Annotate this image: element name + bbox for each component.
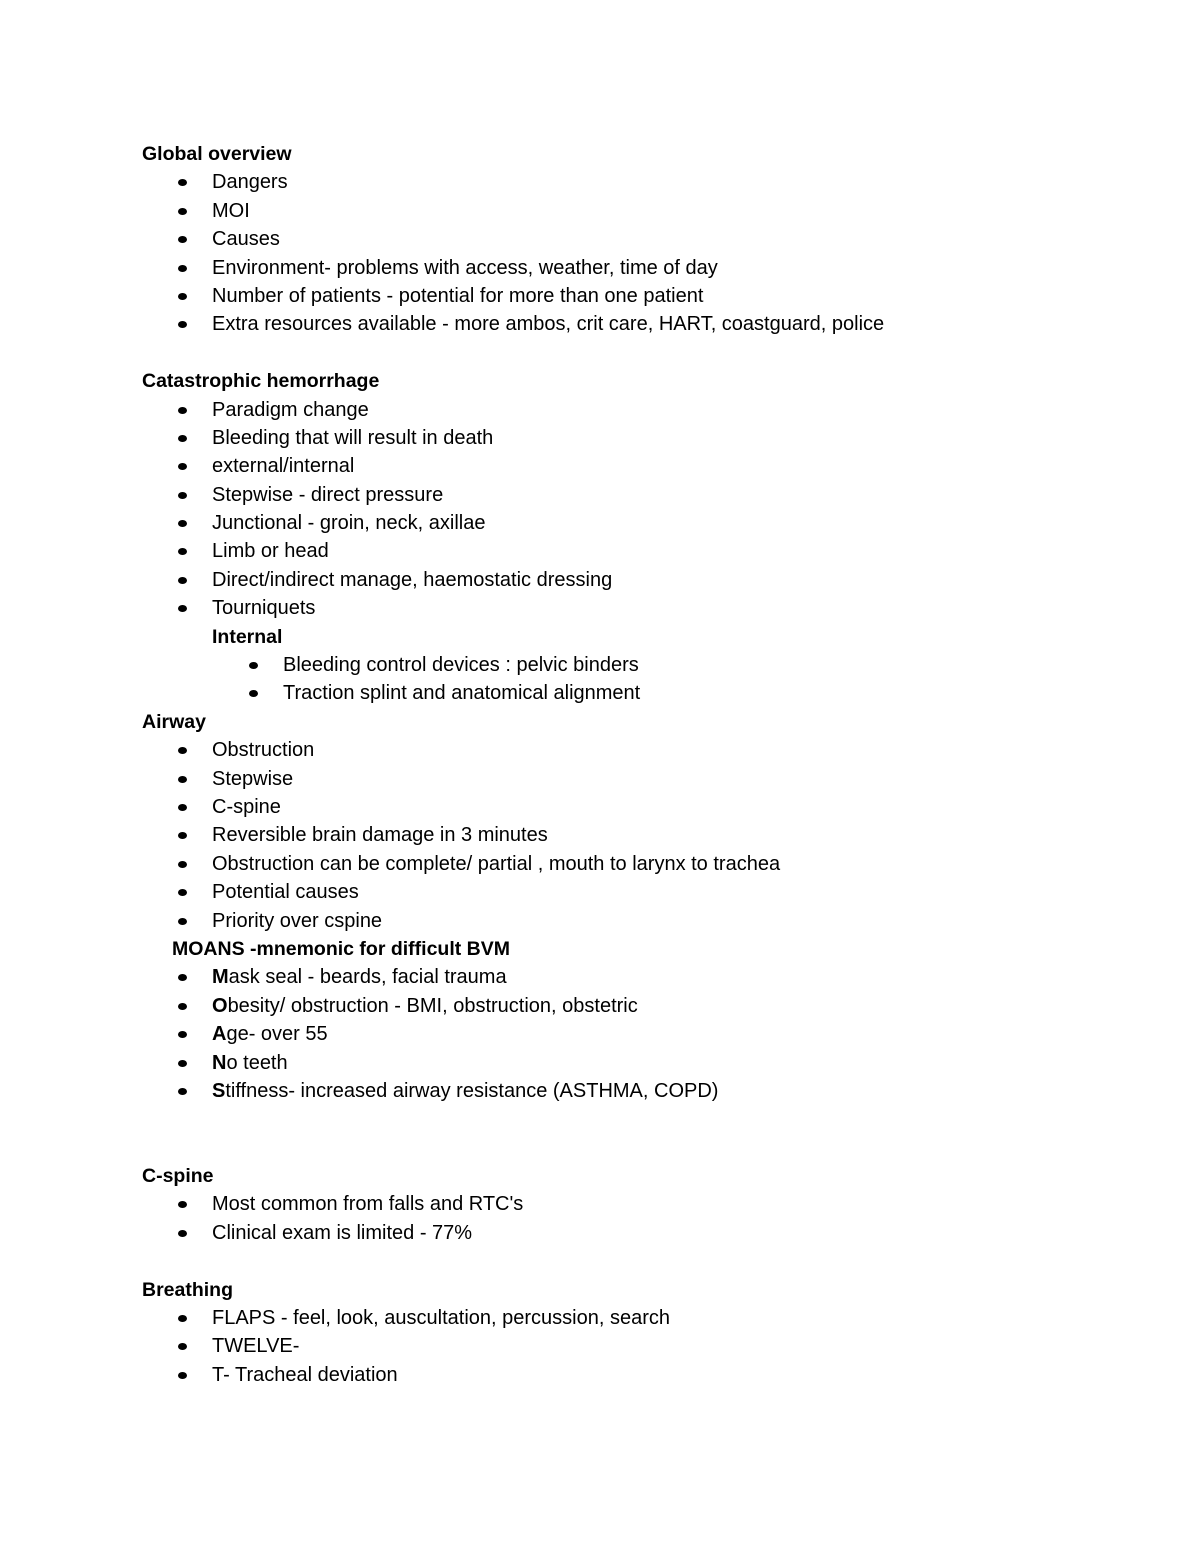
bullet-icon — [178, 1088, 187, 1095]
bullet-icon — [178, 407, 187, 414]
list-item: MOI — [0, 197, 1200, 225]
list-item: Stepwise — [0, 765, 1200, 793]
list-item: Dangers — [0, 168, 1200, 196]
list-item: Potential causes — [0, 878, 1200, 906]
list-item: Obesity/ obstruction - BMI, obstruction, obstetric — [0, 992, 1200, 1020]
list-item: Obstruction — [0, 736, 1200, 764]
blank-line — [0, 1247, 1200, 1275]
section-heading-catastrophic-hemorrhage: Catastrophic hemorrhage — [142, 370, 380, 393]
list-item: Mask seal - beards, facial trauma — [0, 963, 1200, 991]
list-item: Junctional - groin, neck, axillae — [0, 509, 1200, 537]
subheading-internal: Internal — [212, 625, 283, 648]
list-item: Bleeding that will result in death — [0, 424, 1200, 452]
list-item: C-spine — [0, 793, 1200, 821]
bullet-icon — [178, 236, 187, 243]
list-item: Traction splint and anatomical alignment — [0, 679, 1200, 707]
bullet-icon — [178, 321, 187, 328]
section-heading-airway: Airway — [142, 710, 206, 733]
list-item: TWELVE- — [0, 1332, 1200, 1360]
list-item: Environment- problems with access, weather, time of day — [0, 254, 1200, 282]
bullet-icon — [178, 548, 187, 555]
bullet-icon — [178, 747, 187, 754]
bullet-icon — [178, 1031, 187, 1038]
bullet-icon — [178, 974, 187, 981]
list-item: Direct/indirect manage, haemostatic dressing — [0, 566, 1200, 594]
section-heading-global-overview: Global overview — [142, 143, 292, 165]
bullet-icon — [249, 662, 258, 669]
bullet-icon — [178, 918, 187, 925]
list-item: Stepwise - direct pressure — [0, 481, 1200, 509]
bullet-icon — [178, 1201, 187, 1208]
bullet-icon — [178, 861, 187, 868]
list-item: Priority over cspine — [0, 907, 1200, 935]
bullet-icon — [178, 435, 187, 442]
section-heading-c-spine: C-spine — [142, 1165, 214, 1188]
list-item: Reversible brain damage in 3 minutes — [0, 821, 1200, 849]
bullet-icon — [178, 265, 187, 272]
section-heading-breathing: Breathing — [142, 1278, 234, 1301]
bullet-icon — [178, 1372, 187, 1379]
list-item: Bleeding control devices : pelvic binders — [0, 651, 1200, 679]
bullet-icon — [178, 1315, 187, 1322]
bullet-icon — [178, 605, 187, 612]
list-item: Tourniquets — [0, 594, 1200, 622]
list-item: FLAPS - feel, look, auscultation, percussion, search — [0, 1304, 1200, 1332]
bullet-icon — [178, 1230, 187, 1237]
bullet-icon — [178, 179, 187, 186]
list-item: Limb or head — [0, 537, 1200, 565]
bullet-icon — [178, 492, 187, 499]
list-item: Number of patients - potential for more than one patient — [0, 282, 1200, 310]
bullet-icon — [178, 520, 187, 527]
list-item: No teeth — [0, 1049, 1200, 1077]
bullet-icon — [249, 690, 258, 697]
bullet-icon — [178, 463, 187, 470]
blank-line — [0, 339, 1200, 367]
list-item: T- Tracheal deviation — [0, 1361, 1200, 1389]
bullet-icon — [178, 889, 187, 896]
list-item: Extra resources available - more ambos, crit care, HART, coastguard, police — [0, 310, 1200, 338]
bullet-icon — [178, 1003, 187, 1010]
list-item: Age- over 55 — [0, 1020, 1200, 1048]
list-item: Obstruction can be complete/ partial , mouth to larynx to trachea — [0, 850, 1200, 878]
list-item: external/internal — [0, 452, 1200, 480]
bullet-icon — [178, 208, 187, 215]
list-item: Stiffness- increased airway resistance (ASTHMA, COPD) — [0, 1077, 1200, 1105]
document-page — [0, 140, 1200, 1389]
blank-lines — [0, 1105, 1200, 1162]
list-item: Paradigm change — [0, 396, 1200, 424]
subheading-moans: MOANS -mnemonic for difficult BVM — [172, 937, 510, 960]
list-item: Most common from falls and RTC's — [0, 1190, 1200, 1218]
list-item: Clinical exam is limited - 77% — [0, 1219, 1200, 1247]
bullet-icon — [178, 804, 187, 811]
bullet-icon — [178, 577, 187, 584]
list-item: Causes — [0, 225, 1200, 253]
bullet-icon — [178, 293, 187, 300]
bullet-icon — [178, 776, 187, 783]
bullet-icon — [178, 832, 187, 839]
bullet-icon — [178, 1343, 187, 1350]
bullet-icon — [178, 1060, 187, 1067]
